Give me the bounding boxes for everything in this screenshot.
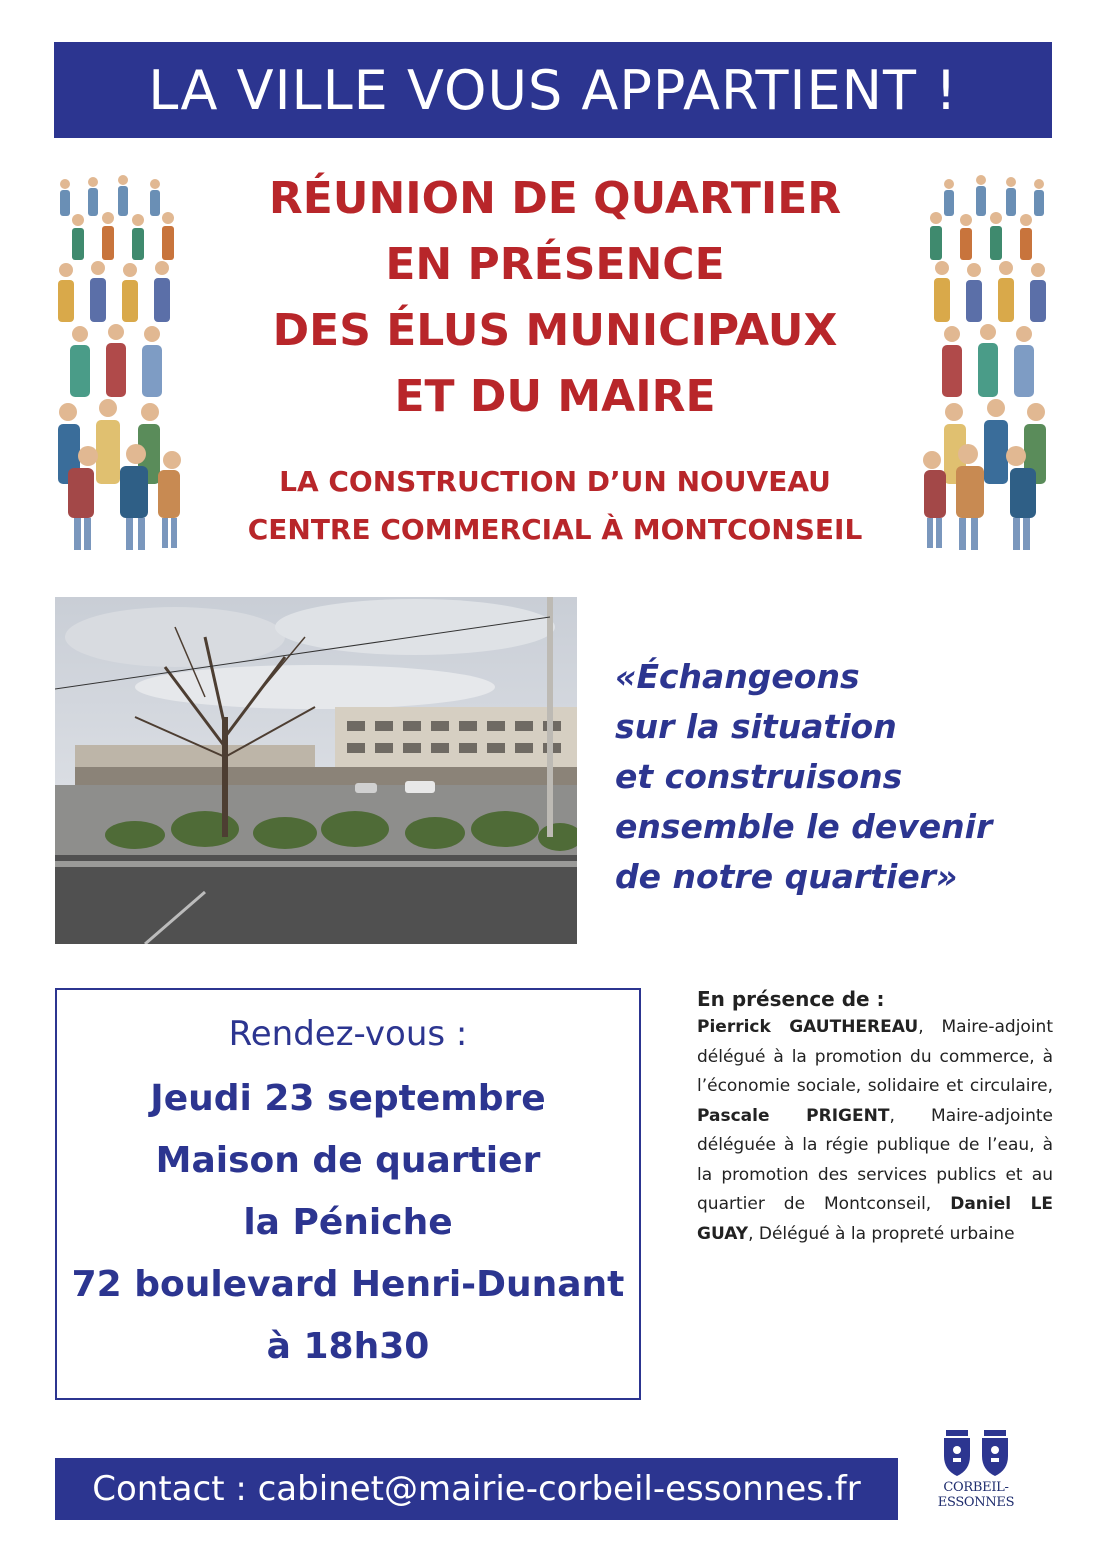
city-logo-text: CORBEIL-ESSONNES (937, 1480, 1015, 1510)
headline-line: DES ÉLUS MUNICIPAUX (272, 305, 838, 356)
rendezvous-venue-name: la Péniche (243, 1202, 453, 1243)
rendezvous-date: Jeudi 23 septembre (150, 1078, 546, 1119)
contact-text: Contact : cabinet@mairie-corbeil-essonnes.fr (92, 1469, 861, 1509)
attendees-text (697, 1013, 1053, 1249)
top-banner (54, 42, 1052, 138)
attendee-role: , Maire-adjoint délégué à la promotion du commerce, à l’économie sociale, solidaire et circulaire, (697, 1017, 1053, 1096)
shopping-center-photo (55, 597, 577, 944)
headline-line: EN PRÉSENCE (385, 239, 725, 290)
quote-line: de notre quartier» (615, 857, 958, 896)
coat-of-arms-icon (906, 1428, 1046, 1480)
crowd-illustration-left (58, 172, 182, 554)
crowd-illustration-right (922, 172, 1046, 554)
quote-line: ensemble le devenir (615, 807, 993, 846)
rendezvous-venue: Maison de quartier (155, 1140, 541, 1181)
city-logo (906, 1428, 1046, 1518)
quote-line: «Échangeons (615, 657, 860, 696)
topic-line: LA CONSTRUCTION D’UN NOUVEAU (279, 465, 831, 498)
meeting-headline (200, 166, 910, 430)
attendees-title: En présence de : (697, 987, 885, 1011)
attendee-name: Daniel LE GUAY (697, 1194, 1054, 1244)
quote-text (615, 652, 1055, 902)
rendezvous-box (55, 988, 641, 1400)
attendee-name: Pierrick GAUTHEREAU (697, 1017, 919, 1037)
attendee-name: Pascale PRIGENT (697, 1105, 890, 1126)
quote-line: sur la situation (615, 707, 897, 746)
attendee-role: , Maire-adjointe déléguée à la régie publique de l’eau, à la promotion des services publics et au quartier de Montconseil, (697, 1105, 1053, 1214)
rendezvous-time: à 18h30 (266, 1326, 430, 1367)
rendezvous-address: 72 boulevard Henri-Dunant (71, 1264, 625, 1305)
contact-banner (55, 1458, 898, 1520)
headline-line: RÉUNION DE QUARTIER (268, 173, 842, 224)
attendee-role: , Délégué à la propreté urbaine (748, 1223, 1015, 1244)
meeting-topic (190, 458, 920, 554)
rendezvous-title: Rendez-vous : (228, 1014, 468, 1054)
banner-title: LA VILLE VOUS APPARTIENT ! (148, 58, 958, 122)
quote-line: et construisons (615, 757, 903, 796)
topic-line: CENTRE COMMERCIAL À MONTCONSEIL (247, 513, 863, 546)
headline-line: ET DU MAIRE (394, 371, 716, 422)
attendees-block (697, 985, 1053, 1249)
